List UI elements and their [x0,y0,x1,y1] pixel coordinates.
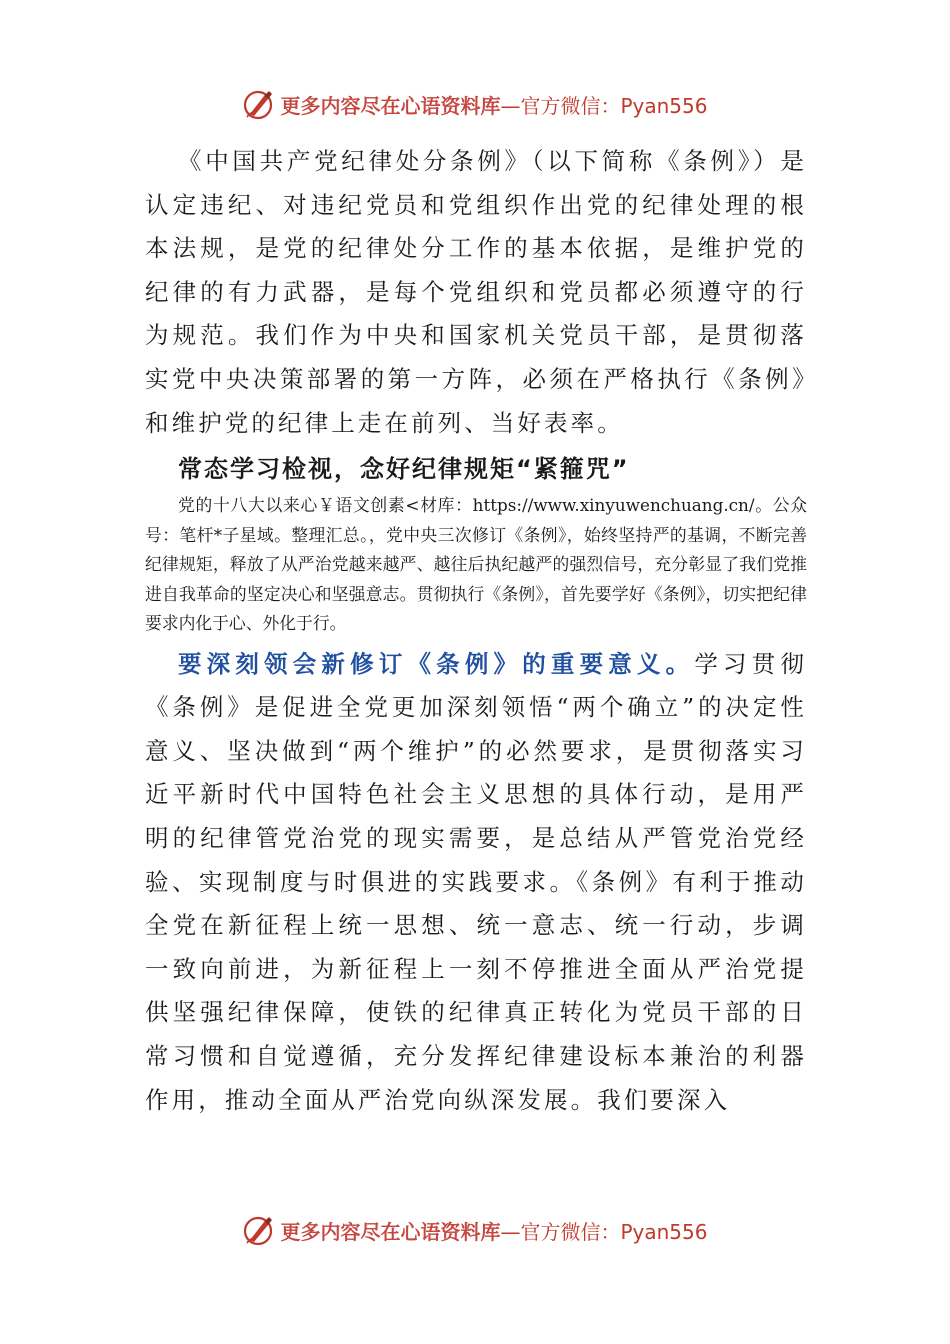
section-heading: 常态学习检视，念好纪律规矩“紧箍咒” [178,455,630,484]
pen-nib-logo-icon [242,1213,276,1247]
paragraph-lead: 要深刻领会新修订《条例》的重要意义。 [178,649,695,678]
banner-title: 更多内容尽在心语资料库 [280,1219,501,1244]
banner-wechat: —官方微信：Pyan556 [500,93,708,118]
document-body [145,140,807,1122]
header-banner [0,84,950,124]
banner-title: 更多内容尽在心语资料库 [280,93,501,118]
banner-text [280,1216,707,1245]
banner-wechat: —官方微信：Pyan556 [500,1219,708,1244]
paragraph-significance [145,643,807,1123]
paragraph-small: 党的十八大以来心￥语文创素<材库：https://www.xinyuwenchuang.cn/。公众号：笔杆*子星域。整理汇总。，党中央三次修订《条例》，始终坚持严的基调，不断完善纪律规矩，释放了从严治党越来越严、越往后执纪越严的强烈信号，充分彰显了我们党推进自我革命的坚定决心和坚强意志。贯彻执行《条例》，首先要学好《条例》，切实把纪律要求内化于心、外化于行。 [145,495,807,634]
pen-nib-logo-icon [242,87,276,121]
paragraph-body: 学习贯彻《条例》是促进全党更加深刻领悟“两个确立”的决定性意义、坚决做到“两个维护”的必然要求，是贯彻落实习近平新时代中国特色社会主义思想的具体行动，是用严明的纪律管党治党的现实需要，是总结从严管党治党经验、实现制度与时俱进的实践要求。《条例》有利于推动全党在新征程上统一思想、统一意志、统一行动，步调一致向前进，为新征程上一刻不停推进全面从严治党提供坚强纪律保障，使铁的纪律真正转化为党员干部的日常习惯和自觉遵循，充分发挥纪律建设标本兼治的利器作用，推动全面从严治党向纵深发展。我们要深入 [145,649,807,1114]
paragraph-intro: 《中国共产党纪律处分条例》（以下简称《条例》）是认定违纪、对违纪党员和党组织作出党的纪律处理的根本法规，是党的纪律处分工作的基本依据，是维护党的纪律的有力武器，是每个党组织和党员都必须遵守的行为规范。我们作为中央和国家机关党员干部，是贯彻落实党中央决策部署的第一方阵，必须在严格执行《条例》和维护党的纪律上走在前列、当好表率。 [145,147,807,437]
footer-banner [0,1210,950,1250]
banner-text [280,90,707,119]
